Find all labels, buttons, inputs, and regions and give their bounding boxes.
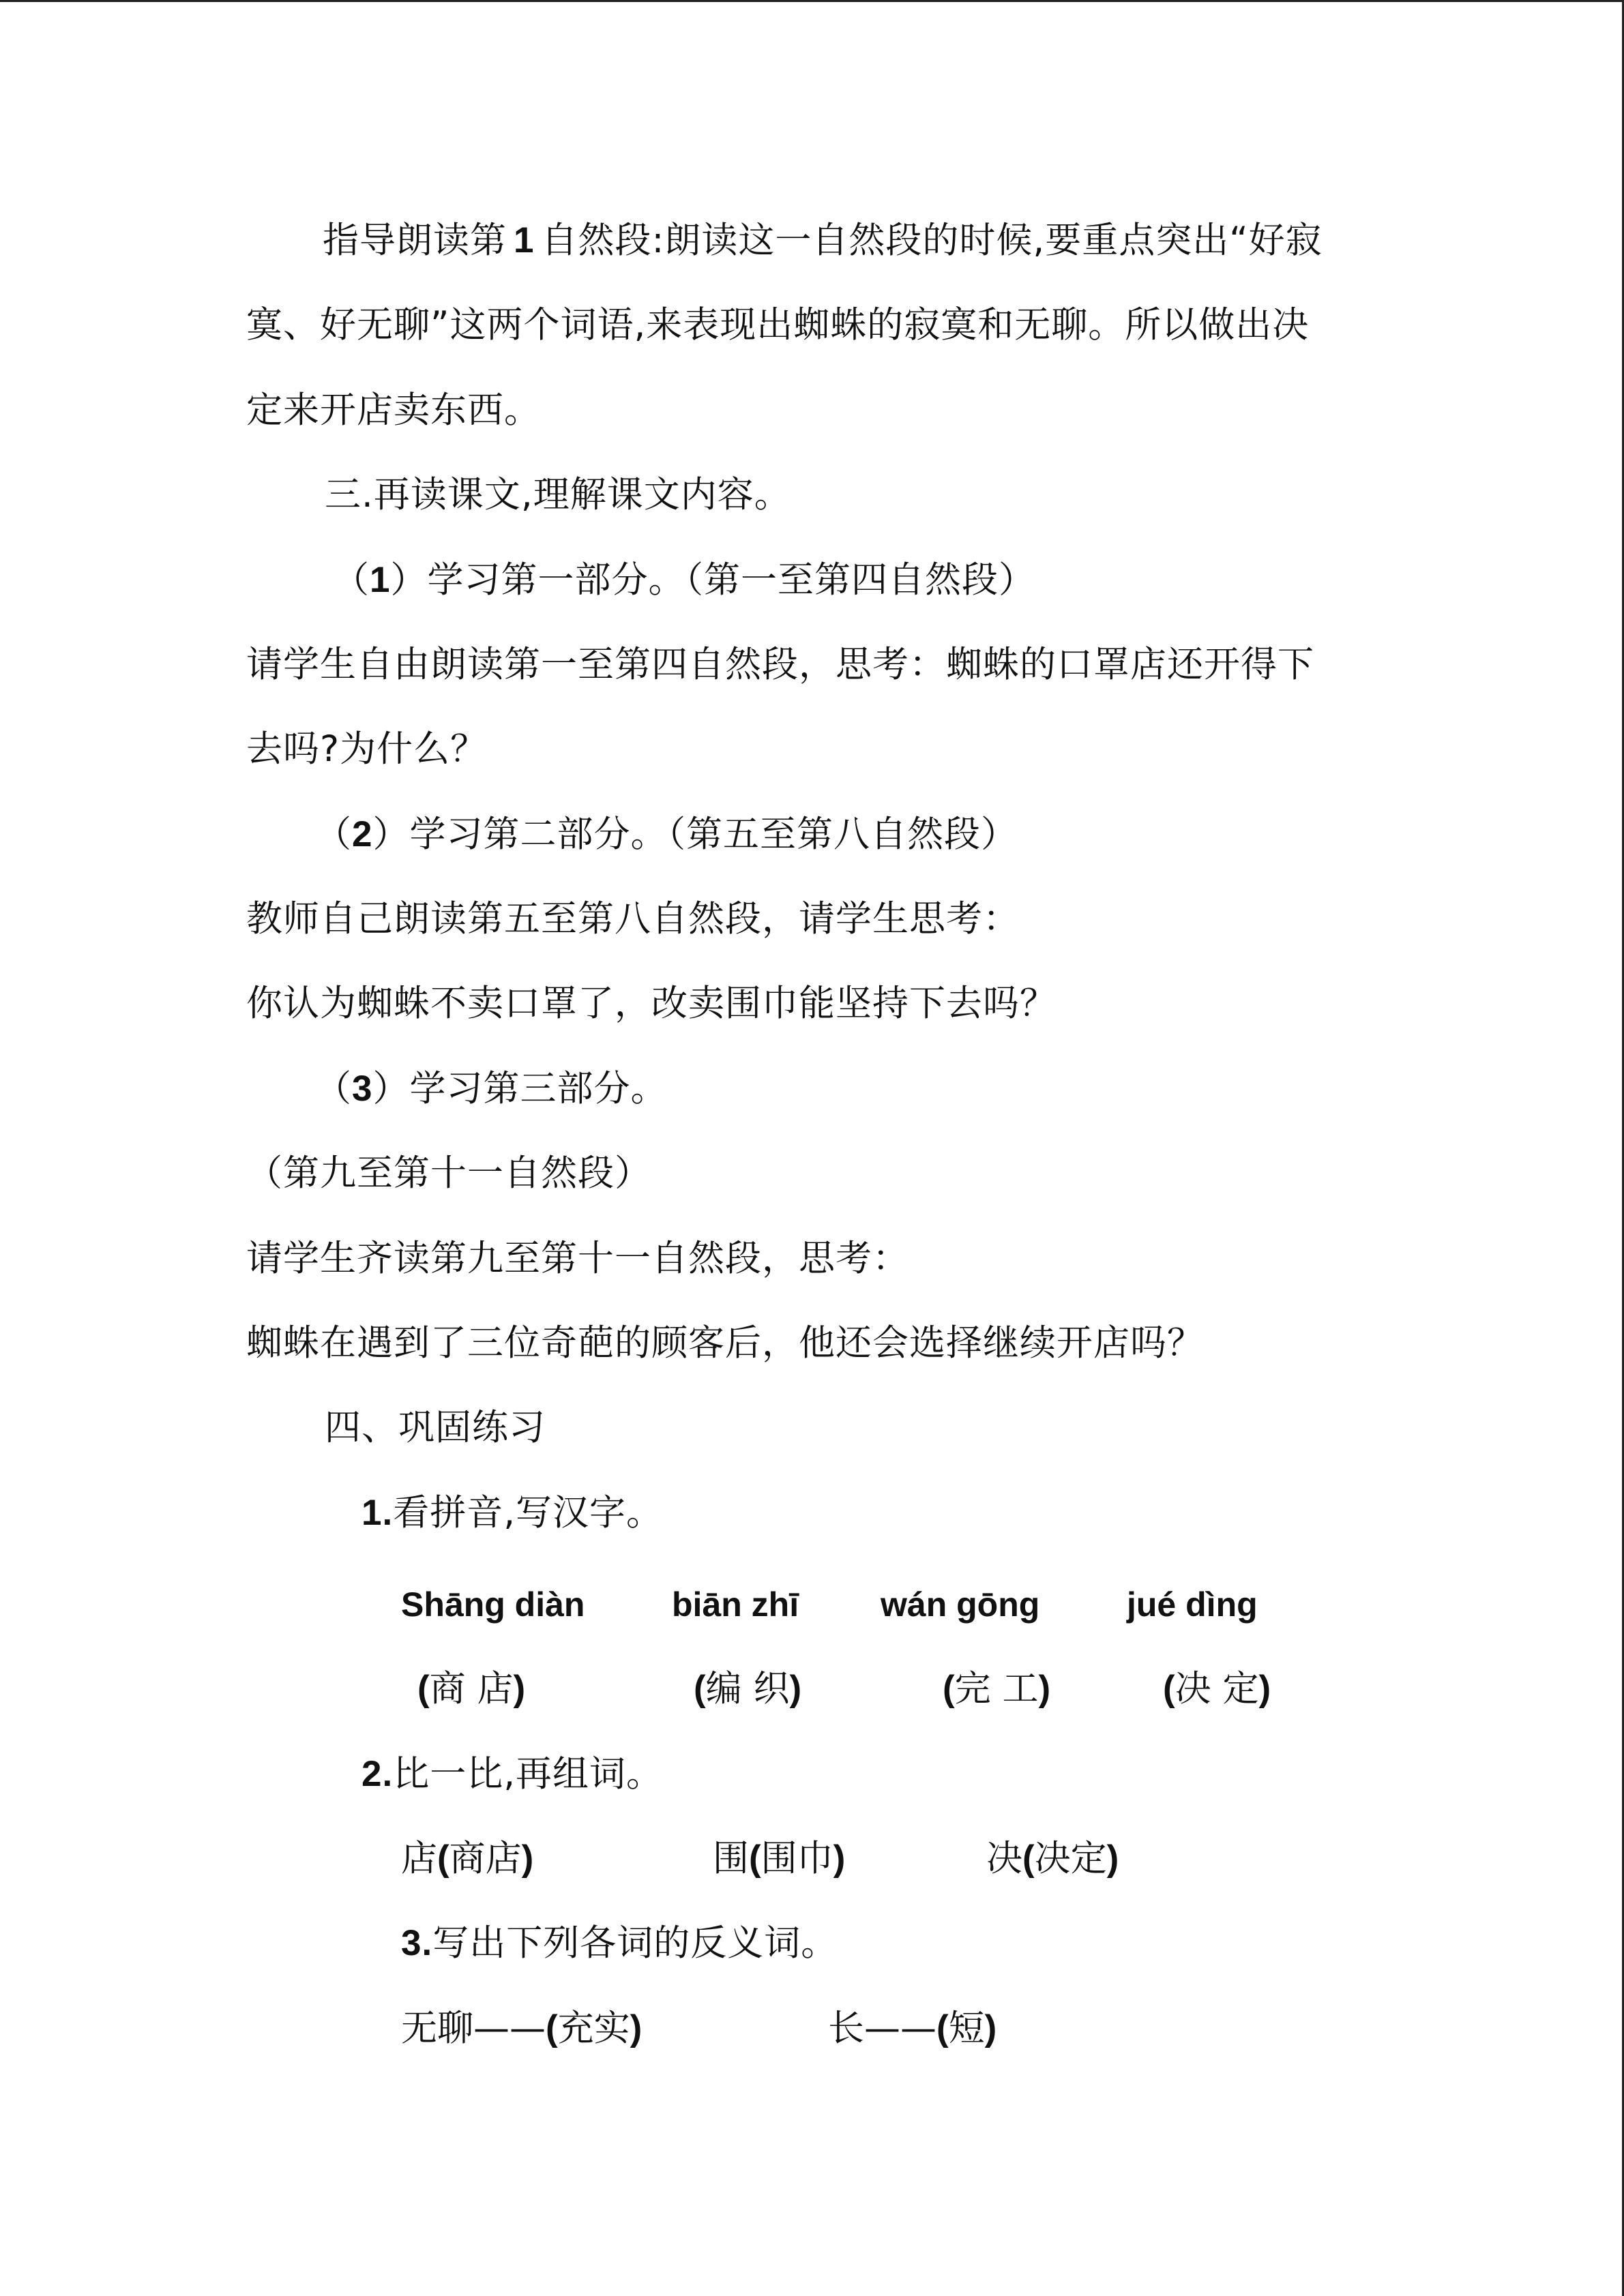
exercise-title (361, 1491, 663, 1535)
text-span: ( (749, 1838, 761, 1879)
text-span: 围巾 (761, 1838, 833, 1879)
text-span: 充实 (557, 2008, 630, 2049)
compare-item (713, 1837, 845, 1881)
text-span: ) (513, 1669, 526, 1709)
text-span: ) (984, 2008, 997, 2048)
hanzi-answer (1163, 1667, 1271, 1711)
antonym-item (401, 2007, 642, 2051)
question-line: 蜘蛛在遇到了三位奇葩的顾客后，他还会选择继续开店吗？ (246, 1322, 1204, 1364)
text-span: ） (372, 1068, 410, 1109)
text-span: 学习第一部分。（第一至第四自然段） (427, 559, 1035, 601)
pinyin-item: biān zhī (672, 1585, 799, 1624)
exercise-number: 1. (361, 1493, 394, 1533)
text-span: 店 (401, 1838, 437, 1879)
section-heading: 三.再读课文,理解课文内容。 (325, 474, 791, 516)
text-span: ) (630, 2008, 643, 2048)
text-span: ) (1038, 1669, 1051, 1709)
hanzi-answer (943, 1667, 1050, 1711)
exercise-number: 3. (401, 1923, 433, 1963)
text-span: ) (1258, 1669, 1271, 1709)
part-heading (315, 1067, 667, 1111)
text-span: 指导朗读第 (323, 220, 507, 261)
part-heading (315, 813, 1018, 856)
text-span: 无聊 (401, 2008, 473, 2049)
text-span: ) (521, 1838, 534, 1879)
part-number: 2 (352, 814, 373, 854)
text-span: ( (694, 1669, 706, 1709)
compare-item (401, 1837, 533, 1881)
text-span: 商店 (449, 1838, 522, 1879)
text-span: （ (315, 1068, 352, 1109)
paragraph-line: 寞、好无聊”这两个词语,来表现出蜘蛛的寂寞和无聊。所以做出决 (246, 304, 1310, 346)
text-span: ( (417, 1669, 430, 1709)
question-line: 去吗?为什么？ (246, 728, 488, 770)
paragraph-range: （第九至第十一自然段） (246, 1152, 651, 1194)
part-number: 1 (370, 560, 391, 600)
part-heading (333, 558, 1035, 602)
question-line: 请学生自由朗读第一至第四自然段，思考：蜘蛛的口罩店还开得下 (246, 644, 1314, 685)
paragraph-line (323, 219, 1323, 263)
text-span: 决定 (1034, 1838, 1107, 1879)
text-span: 编 织 (705, 1668, 790, 1710)
question-line: 教师自己朗读第五至第八自然段，请学生思考： (246, 898, 1020, 940)
text-span: ( (546, 2008, 558, 2048)
text-span: ( (943, 1669, 955, 1709)
text-span: 完 工 (954, 1668, 1039, 1710)
text-span: 长 (828, 2008, 864, 2049)
question-line: 你认为蜘蛛不卖口罩了，改卖围巾能坚持下去吗？ (246, 983, 1057, 1024)
section-heading: 四、巩固练习 (325, 1407, 546, 1448)
question-line: 请学生齐读第九至第十一自然段，思考： (246, 1238, 909, 1279)
text-span: 商 店 (429, 1668, 514, 1710)
pinyin-item: wán gōng (881, 1585, 1040, 1624)
exercise-number: 2. (361, 1754, 394, 1794)
text-span: 学习第二部分。（第五至第八自然段） (409, 814, 1018, 855)
pinyin-item: jué dìng (1127, 1585, 1258, 1624)
text-span: 决 (986, 1838, 1022, 1879)
text-span: ( (1163, 1669, 1175, 1709)
exercise-title (401, 1922, 838, 1965)
text-span: （ (333, 559, 370, 601)
text-span: 围 (713, 1838, 749, 1879)
text-span: ( (1022, 1838, 1035, 1879)
text-span: ) (833, 1838, 846, 1879)
text-span: 短 (948, 2008, 985, 2049)
hanzi-answer (694, 1667, 801, 1711)
exercise-title (361, 1753, 663, 1796)
text-span: 自然段:朗读这一自然段的时候,要重点突出“好寂 (541, 220, 1323, 261)
text-span: （ (315, 814, 352, 855)
pinyin-item: Shāng diàn (401, 1585, 585, 1624)
text-span: 写出下列各词的反义词。 (432, 1922, 838, 1964)
hanzi-answer (417, 1667, 525, 1711)
text-span: —— (864, 2008, 936, 2049)
compare-item (986, 1837, 1119, 1881)
paragraph-line: 定来开店卖东西。 (246, 389, 541, 431)
paragraph-number: 1 (514, 220, 535, 260)
text-span: 看拼音,写汉字。 (393, 1492, 664, 1534)
text-span: ） (372, 814, 410, 855)
text-span: ） (390, 559, 428, 601)
text-span: 决 定 (1175, 1668, 1259, 1710)
text-span: ) (1106, 1838, 1119, 1879)
text-span: ( (437, 1838, 449, 1879)
part-number: 3 (352, 1069, 373, 1109)
antonym-item (828, 2007, 996, 2051)
text-span: —— (473, 2008, 546, 2049)
text-span: ) (789, 1669, 802, 1709)
text-span: 学习第三部分。 (409, 1068, 668, 1109)
text-span: ( (936, 2008, 949, 2048)
text-span: 比一比,再组词。 (393, 1753, 664, 1795)
